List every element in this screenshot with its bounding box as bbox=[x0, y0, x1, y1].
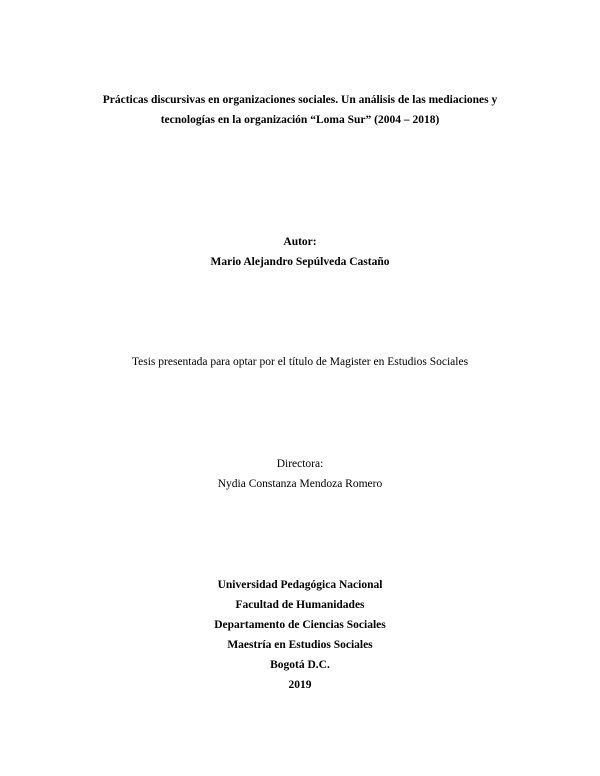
director-label: Directora: bbox=[276, 458, 324, 470]
thesis-title-line-2-years: (2004 – 2018) bbox=[371, 114, 440, 126]
year: 2019 bbox=[288, 679, 312, 691]
program-name: Maestría en Estudios Sociales bbox=[227, 639, 373, 651]
city-name: Bogotá D.C. bbox=[270, 659, 330, 671]
author-name: Mario Alejandro Sepúlveda Castaño bbox=[210, 256, 390, 268]
author-label: Autor: bbox=[283, 236, 317, 248]
director-name: Nydia Constanza Mendoza Romero bbox=[217, 478, 383, 490]
thesis-title-line-2 bbox=[0, 113, 600, 127]
faculty-name: Facultad de Humanidades bbox=[235, 599, 365, 611]
thesis-statement: Tesis presentada para optar por el título de Magister en Estudios Sociales bbox=[131, 356, 469, 368]
thesis-title-line-1: Prácticas discursivas en organizaciones sociales. Un análisis de las mediaciones y bbox=[102, 94, 498, 106]
thesis-title-line-2-main: tecnologías en la organización “Loma Sur” bbox=[160, 114, 372, 126]
department-name: Departamento de Ciencias Sociales bbox=[214, 619, 386, 631]
university-name: Universidad Pedagógica Nacional bbox=[217, 579, 383, 591]
